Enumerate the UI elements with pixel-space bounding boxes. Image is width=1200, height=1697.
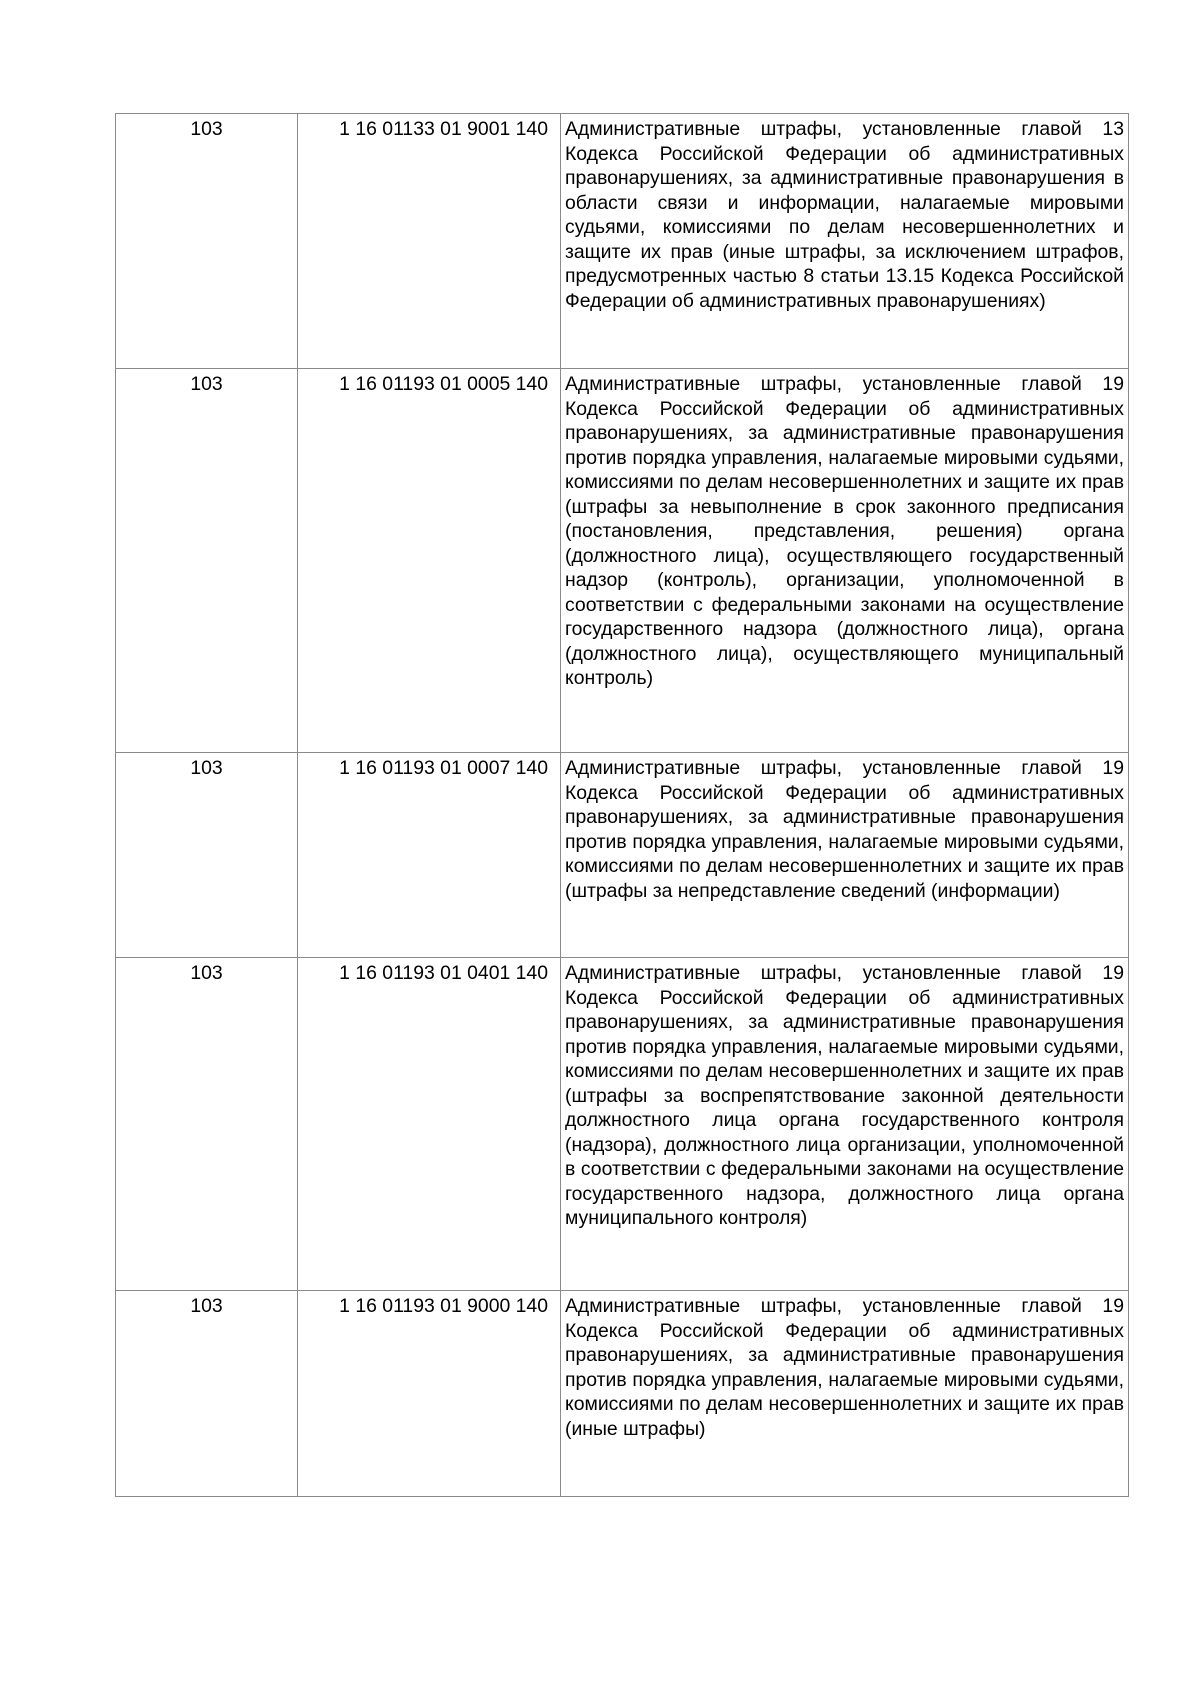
description-cell: Административные штрафы, установленные главой 19 Кодекса Российской Федерации об административных правонарушениях, за административные правонарушения против порядка управления, налагаемые мировыми судьями, комиссиями по делам несовершеннолетних и защите их прав (штрафы за непредставление сведений (информации) — [561, 753, 1129, 958]
admin-code-cell: 103 — [116, 1291, 298, 1497]
table-row — [116, 369, 1129, 753]
table-body — [116, 114, 1129, 1497]
admin-code-cell: 103 — [116, 958, 298, 1291]
budget-code-cell: 1 16 01193 01 0007 140 — [298, 753, 561, 958]
table-row — [116, 753, 1129, 958]
table-row — [116, 114, 1129, 369]
fines-table — [115, 113, 1129, 1497]
description-cell: Административные штрафы, установленные главой 19 Кодекса Российской Федерации об административных правонарушениях, за административные правонарушения против порядка управления, налагаемые мировыми судьями, комиссиями по делам несовершеннолетних и защите их прав (иные штрафы) — [561, 1291, 1129, 1497]
admin-code-cell: 103 — [116, 114, 298, 369]
budget-code-cell: 1 16 01193 01 9000 140 — [298, 1291, 561, 1497]
table-row — [116, 1291, 1129, 1497]
admin-code-cell: 103 — [116, 369, 298, 753]
description-cell: Административные штрафы, установленные главой 19 Кодекса Российской Федерации об административных правонарушениях, за административные правонарушения против порядка управления, налагаемые мировыми судьями, комиссиями по делам несовершеннолетних и защите их прав (штрафы за воспрепятствование законной деятельности должностного лица органа государственного контроля (надзора), должностного лица организации, уполномоченной в соответствии с федеральными законами на осуществление государственного надзора, должностного лица органа муниципального контроля) — [561, 958, 1129, 1291]
table-row — [116, 958, 1129, 1291]
budget-code-cell: 1 16 01133 01 9001 140 — [298, 114, 561, 369]
budget-code-cell: 1 16 01193 01 0401 140 — [298, 958, 561, 1291]
description-cell: Административные штрафы, установленные главой 13 Кодекса Российской Федерации об административных правонарушениях, за административные правонарушения в области связи и информации, налагаемые мировыми судьями, комиссиями по делам несовершеннолетних и защите их прав (иные штрафы, за исключением штрафов, предусмотренных частью 8 статьи 13.15 Кодекса Российской Федерации об административных правонарушениях) — [561, 114, 1129, 369]
description-cell: Административные штрафы, установленные главой 19 Кодекса Российской Федерации об административных правонарушениях, за административные правонарушения против порядка управления, налагаемые мировыми судьями, комиссиями по делам несовершеннолетних и защите их прав (штрафы за невыполнение в срок законного предписания (постановления, представления, решения) органа (должностного лица), осуществляющего государственный надзор (контроль), организации, уполномоченной в соответствии с федеральными законами на осуществление государственного надзора (должностного лица), органа (должностного лица), осуществляющего муниципальный контроль) — [561, 369, 1129, 753]
budget-code-cell: 1 16 01193 01 0005 140 — [298, 369, 561, 753]
admin-code-cell: 103 — [116, 753, 298, 958]
